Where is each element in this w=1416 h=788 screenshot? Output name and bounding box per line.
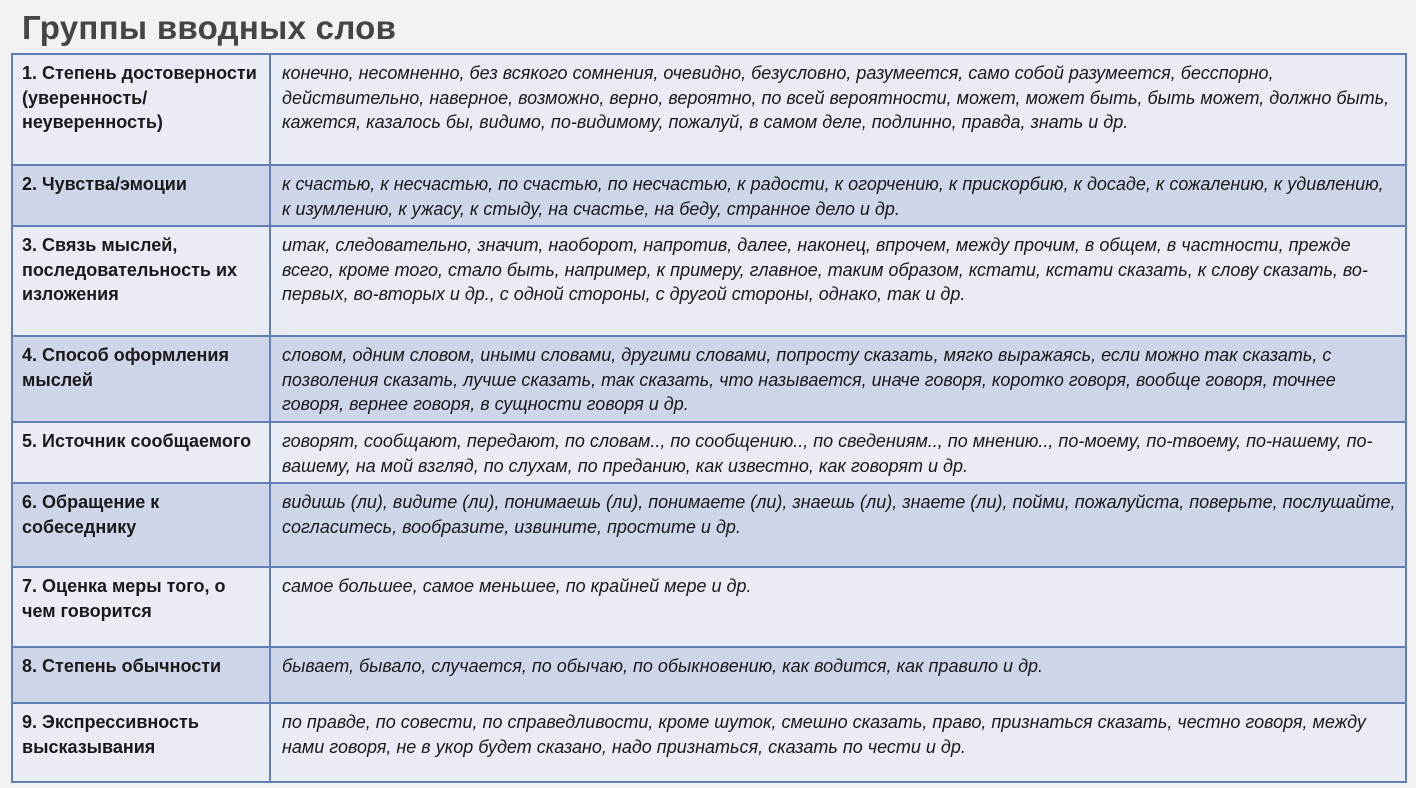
table-row	[12, 647, 1406, 703]
table-row	[12, 567, 1406, 647]
group-words-cell: словом, одним словом, иными словами, другими словами, попросту сказать, мягко выражаясь, если можно так сказать, с позволения сказать, лучше сказать, так сказать, что называется, иначе говоря, коротко говоря, вообще говоря, точнее говоря, вернее говоря, в сущности говоря и др.	[270, 336, 1406, 422]
group-name-cell: 6. Обращение к собеседнику	[12, 483, 270, 567]
group-words-cell: конечно, несомненно, без всякого сомнения, очевидно, безусловно, разумеется, само собой разумеется, бесспорно, действительно, наверное, возможно, верно, вероятно, по всей вероятности, может, может быть, быть может, должно быть, кажется, казалось бы, видимо, по-видимому, пожалуй, в самом деле, подлинно, правда, знать и др.	[270, 54, 1406, 165]
group-words-cell: бывает, бывало, случается, по обычаю, по обыкновению, как водится, как правило и др.	[270, 647, 1406, 703]
group-words-cell: итак, следовательно, значит, наоборот, напротив, далее, наконец, впрочем, между прочим, в общем, в частности, прежде всего, кроме того, стало быть, например, к примеру, главное, таким образом, кстати, кстати сказать, к слову сказать, во-первых, во-вторых и др., с одной стороны, с другой стороны, однако, так и др.	[270, 226, 1406, 336]
group-name-cell: 4. Способ оформления мыслей	[12, 336, 270, 422]
table-row	[12, 165, 1406, 226]
table-row	[12, 54, 1406, 165]
group-words-cell: говорят, сообщают, передают, по словам.., по сообщению.., по сведениям.., по мнению.., по-моему, по-твоему, по-нашему, по-вашему, на мой взгляд, по слухам, по преданию, как известно, как говорят и др.	[270, 422, 1406, 483]
group-name-cell: 8. Степень обычности	[12, 647, 270, 703]
group-name-cell: 7. Оценка меры того, о чем говорится	[12, 567, 270, 647]
group-name-cell: 3. Связь мыслей, последовательность их изложения	[12, 226, 270, 336]
table-row	[12, 336, 1406, 422]
group-name-cell: 1. Степень достоверности (уверенность/неуверенность)	[12, 54, 270, 165]
table-row	[12, 483, 1406, 567]
table-row	[12, 703, 1406, 782]
introductory-words-table	[11, 53, 1407, 783]
page-title: Группы вводных слов	[22, 9, 397, 46]
group-words-cell: видишь (ли), видите (ли), понимаешь (ли), понимаете (ли), знаешь (ли), знаете (ли), пойми, пожалуйста, поверьте, послушайте, согласитесь, вообразите, извините, простите и др.	[270, 483, 1406, 567]
group-name-cell: 9. Экспрессивность высказывания	[12, 703, 270, 782]
group-name-cell: 5. Источник сообщаемого	[12, 422, 270, 483]
table-row	[12, 226, 1406, 336]
group-words-cell: по правде, по совести, по справедливости, кроме шуток, смешно сказать, право, признаться сказать, честно говоря, между нами говоря, не в укор будет сказано, надо признаться, сказать по чести и др.	[270, 703, 1406, 782]
group-name-cell: 2. Чувства/эмоции	[12, 165, 270, 226]
group-words-cell: самое большее, самое меньшее, по крайней мере и др.	[270, 567, 1406, 647]
group-words-cell: к счастью, к несчастью, по счастью, по несчастью, к радости, к огорчению, к прискорбию, к досаде, к сожалению, к удивлению, к изумлению, к ужасу, к стыду, на счастье, на беду, странное дело и др.	[270, 165, 1406, 226]
table-row	[12, 422, 1406, 483]
